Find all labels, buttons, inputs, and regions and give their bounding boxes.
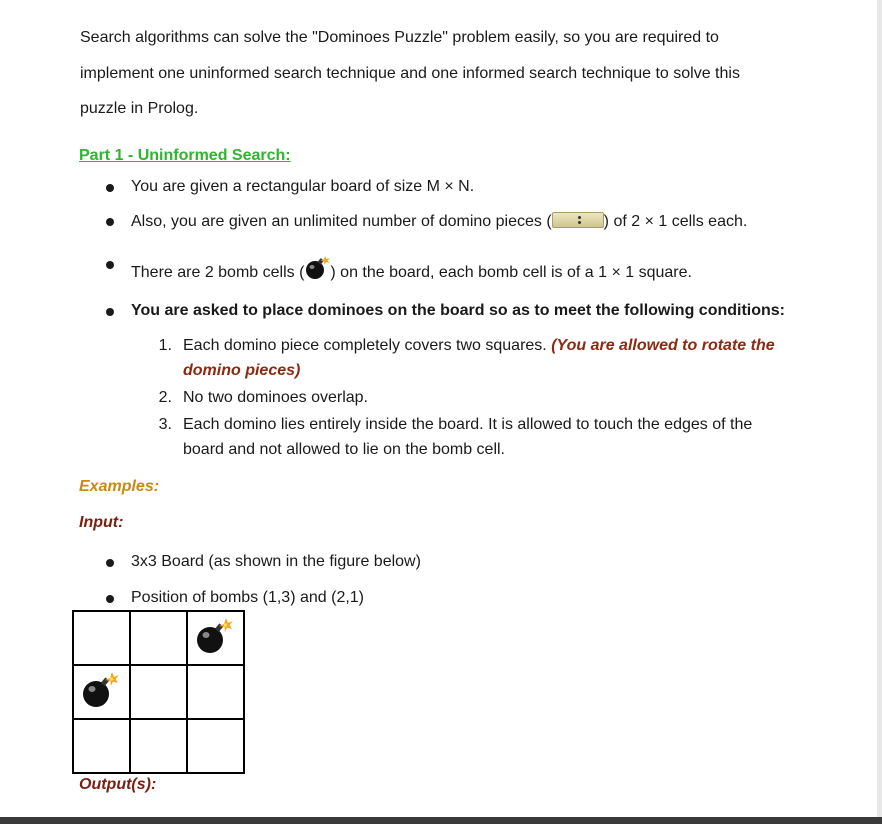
- bullet-dot: [106, 559, 114, 567]
- input-heading: Input:: [79, 514, 124, 531]
- bullet-domino-text-after: ) of 2 × 1 cells each.: [603, 213, 748, 230]
- board-row: [73, 719, 244, 773]
- intro-line-3: puzzle in Prolog.: [80, 100, 199, 117]
- bullet-dot: [106, 218, 114, 226]
- board-cell-bomb: [187, 611, 244, 665]
- board-grid: [72, 610, 245, 774]
- domino-icon: [552, 212, 604, 228]
- bullet-bomb-text-before: There are 2 bomb cells (: [131, 264, 305, 281]
- board-cell: [130, 611, 187, 665]
- examples-heading: Examples:: [79, 478, 160, 495]
- bullet-bomb-cells: [131, 255, 692, 282]
- bullet-conditions-intro: You are asked to place dominoes on the board so as to meet the following conditions:: [131, 302, 786, 319]
- board-cell: [73, 611, 130, 665]
- input-board: 3x3 Board (as shown in the figure below): [131, 553, 421, 570]
- condition-1-note-cont: domino pieces): [183, 362, 301, 379]
- board-row: [73, 611, 244, 665]
- intro-line-2: implement one uninformed search technique and one informed search technique to solve this: [80, 65, 740, 82]
- condition-1-text: Each domino piece completely covers two squares.: [183, 337, 547, 354]
- condition-3: Each domino lies entirely inside the board. It is allowed to touch the edges of the: [183, 416, 753, 433]
- page-edge: [877, 0, 882, 817]
- part-1-title: Part 1 - Uninformed Search:: [79, 147, 291, 164]
- condition-number: 3.: [158, 416, 172, 433]
- condition-1: [183, 337, 775, 355]
- condition-2: No two dominoes overlap.: [183, 389, 368, 406]
- output-heading: Output(s):: [79, 776, 157, 793]
- bomb-icon: [194, 616, 234, 656]
- board-cell: [130, 719, 187, 773]
- bullet-dot: [106, 261, 114, 269]
- bomb-icon: [80, 670, 120, 710]
- board-cell: [187, 665, 244, 719]
- bullet-domino-text-before: Also, you are given an unlimited number of domino pieces (: [131, 213, 552, 230]
- bullet-dot: [106, 595, 114, 603]
- condition-number: 1.: [158, 337, 172, 354]
- bomb-icon: [304, 255, 330, 281]
- bullet-bomb-text-after: ) on the board, each bomb cell is of a 1 × 1 square.: [330, 264, 692, 281]
- condition-3-cont: board and not allowed to lie on the bomb cell.: [183, 441, 505, 458]
- condition-1-note: (You are allowed to rotate the: [551, 337, 775, 354]
- bullet-domino-pieces: [131, 212, 747, 231]
- board-cell: [73, 719, 130, 773]
- board-cell: [130, 665, 187, 719]
- intro-line-1: Search algorithms can solve the "Dominoes Puzzle" problem easily, so you are required to: [80, 29, 719, 46]
- bullet-board-size: You are given a rectangular board of size M × N.: [131, 178, 475, 195]
- bullet-dot: [106, 308, 114, 316]
- viewer-bottom-bar: [0, 817, 882, 824]
- bullet-dot: [106, 184, 114, 192]
- board-cell-bomb: [73, 665, 130, 719]
- board-row: [73, 665, 244, 719]
- condition-number: 2.: [158, 389, 172, 406]
- board-cell: [187, 719, 244, 773]
- input-bomb-positions: Position of bombs (1,3) and (2,1): [131, 589, 365, 606]
